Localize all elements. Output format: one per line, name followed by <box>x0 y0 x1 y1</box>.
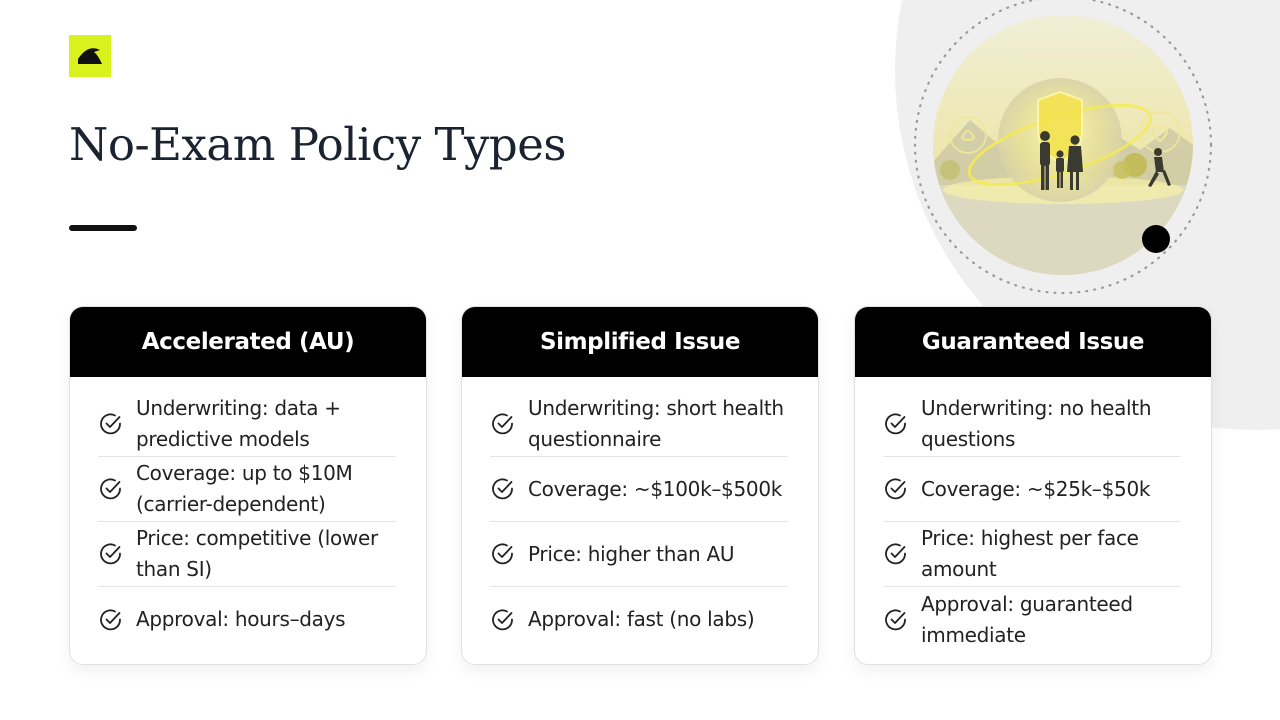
policy-card-simplified <box>461 306 819 665</box>
feature-text: Coverage: ~$100k–$500k <box>528 476 783 501</box>
list-item <box>883 457 1181 522</box>
feature-text: Approval: guaranteed immediate <box>921 591 1133 647</box>
check-circle-icon <box>883 476 909 502</box>
feature-text: Coverage: ~$25k–$50k <box>921 476 1151 501</box>
check-circle-icon <box>98 607 124 633</box>
check-circle-icon <box>98 541 124 567</box>
policy-card-accelerated <box>69 306 427 665</box>
feature-text: Price: competitive (lower than SI) <box>136 526 378 581</box>
card-header: Simplified Issue <box>462 307 818 377</box>
list-item <box>98 392 396 457</box>
list-item <box>883 392 1181 457</box>
list-item <box>490 457 788 522</box>
check-circle-icon <box>98 476 124 502</box>
check-circle-icon <box>883 607 909 633</box>
check-circle-icon <box>490 476 516 502</box>
list-item <box>490 587 788 652</box>
brand-logo <box>69 35 111 77</box>
list-item <box>98 522 396 587</box>
card-feature-list <box>70 377 426 652</box>
card-header: Accelerated (AU) <box>70 307 426 377</box>
list-item <box>490 392 788 457</box>
check-circle-icon <box>490 411 516 437</box>
check-circle-icon <box>883 411 909 437</box>
list-item <box>883 522 1181 587</box>
feature-text: Approval: fast (no labs) <box>528 607 755 631</box>
check-circle-icon <box>98 411 124 437</box>
check-circle-icon <box>883 541 909 567</box>
feature-text: Coverage: up to $10M (carrier-dependent) <box>136 461 353 516</box>
check-circle-icon <box>490 541 516 567</box>
feature-text: Underwriting: no health questions <box>921 396 1152 451</box>
feature-text: Underwriting: short health questionnaire <box>528 396 784 451</box>
list-item <box>98 457 396 522</box>
list-item <box>883 587 1181 652</box>
card-feature-list <box>855 377 1211 652</box>
list-item <box>490 522 788 587</box>
hero-illustration <box>910 0 1220 300</box>
feature-text: Price: highest per face amount <box>921 526 1139 581</box>
title-divider <box>69 225 137 231</box>
logo-mark-icon <box>69 35 111 77</box>
page-title: No-Exam Policy Types <box>69 118 566 171</box>
card-header: Guaranteed Issue <box>855 307 1211 377</box>
list-item <box>98 587 396 652</box>
check-circle-icon <box>490 607 516 633</box>
card-feature-list <box>462 377 818 652</box>
feature-text: Underwriting: data + predictive models <box>136 396 341 451</box>
feature-text: Price: higher than AU <box>528 541 735 566</box>
feature-text: Approval: hours–days <box>136 607 346 631</box>
policy-card-guaranteed <box>854 306 1212 665</box>
